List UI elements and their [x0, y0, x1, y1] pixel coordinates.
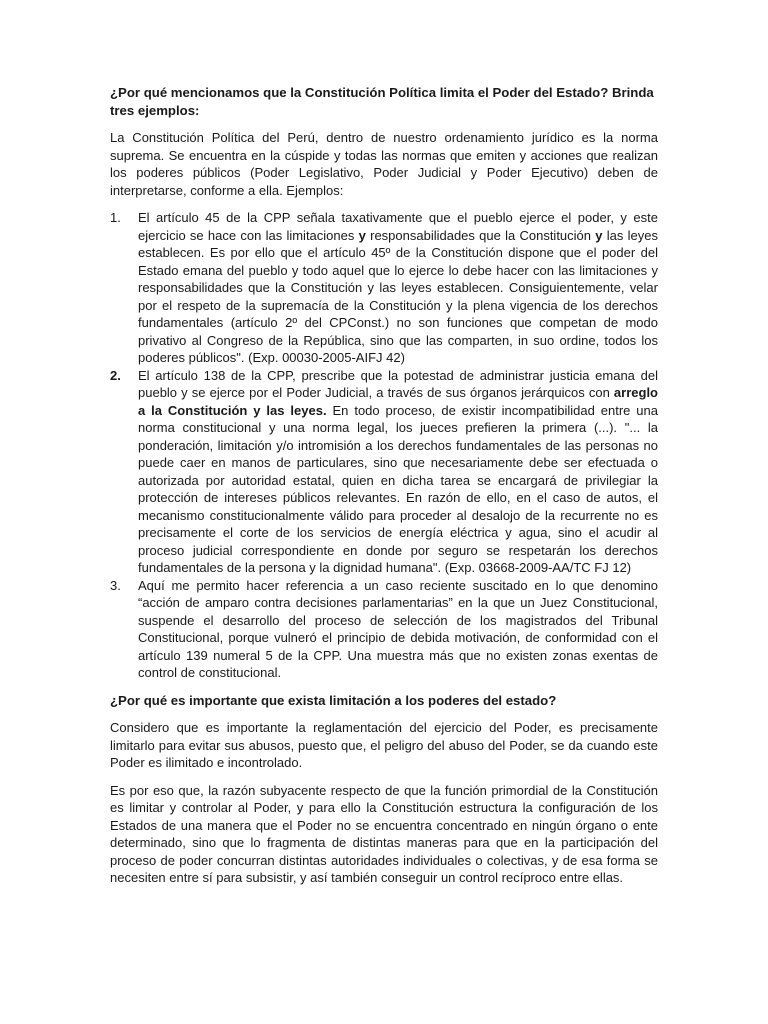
list-number: 3.: [110, 577, 121, 593]
intro-paragraph: La Constitución Política del Perú, dentro de nuestro ordenamiento jurídico es la norma suprema. Se encuentra en la cúspide y todas las normas que emiten y acciones que realizan los poderes públicos (Poder Legislativo, Poder Judicial y Poder Ejecutivo) deben de interpretarse, conforme a ella. Ejemplos:: [110, 130, 658, 198]
list-item: 2. El artículo 138 de la CPP, prescribe que la potestad de administrar justicia emana del pueblo y se ejerce por el Poder Judicial, a través de sus órganos jerárquicos con arreglo a la Constitución y las leyes. En todo proceso, de existir incompatibilidad entre una norma constitucional y una norma legal, los jueces prefieren la primera (...). "... la ponderación, limitación y/o intromisión a los derechos fundamentales de las personas no puede caer en manos de particulares, sino que necesariamente debe ser efectuada o autorizada por autoridad estatal, quien en dicha tarea se encargará de privilegiar la protección de intereses públicos relevantes. En razón de ello, en el caso de autos, el mecanismo constitucionalmente válido para proceder al desalojo de la recurrente no es precisamente el corte de los servicios de energía eléctrica y agua, sino el acudir al proceso judicial correspondiente en donde por seguro se respetarán los derechos fundamentales de la persona y la dignidad humana". (Exp. 03668-2009-AA/TC FJ 12): [110, 367, 658, 575]
document-page: [110, 84, 658, 897]
list-item: 1. El artículo 45 de la CPP señala taxativamente que el pueblo ejerce el poder, y este ejercicio se hace con las limitaciones y responsabilidades que la Constitución y las leyes establecen. Es por ello que el artículo 45º de la Constitución dispone que el poder del Estado emana del pueblo y todo aquel que lo ejerce lo debe hacer con las limitaciones y responsabilidades que la Constitución y las leyes establecen. Consiguientemente, velar por el respeto de la supremacía de la Constitución y la plena vigencia de los derechos fundamentales (artículo 2º del CPConst.) no son funciones que competan de modo privativo al Congreso de la República, sino que las comparten, in suo ordine, todos los poderes públicos". (Exp. 00030-2005-AIFJ 42): [110, 210, 658, 365]
list-number: 2.: [110, 367, 121, 383]
question-1: ¿Por qué mencionamos que la Constitución Política limita el Poder del Estado? Brinda tres ejemplos:: [110, 85, 654, 118]
list-number: 1.: [110, 210, 121, 225]
paragraph-function: Es por eso que, la razón subyacente respecto de que la función primordial de la Constitución es limitar y controlar al Poder, y para ello la Constitución estructura la configuración de los Estados de una manera que el Poder no se encuentra concentrado en ningún órgano o ente determinado, sino que lo fragmenta de distintas maneras para que en la participación del proceso de poder concurran distintas autoridades individuales o colectivas, y de esa forma se necesiten entre sí para subsistir, y así también conseguir un control recíproco entre ellas.: [110, 782, 658, 885]
paragraph-limitation: Considero que es importante la reglamentación del ejercicio del Poder, es precisamente limitarlo para evitar sus abusos, puesto que, el peligro del abuso del Poder, se da cuando este Poder es ilimitado e incontrolado.: [110, 720, 658, 770]
question-2: ¿Por qué es importante que exista limitación a los poderes del estado?: [110, 692, 557, 708]
examples-list: [110, 209, 658, 682]
list-item: 3. Aquí me permito hacer referencia a un caso reciente suscitado en lo que denomino “acción de amparo contra decisiones parlamentarias” en la que un Juez Constitucional, suspende el desarrollo del proceso de selección de los magistrados del Tribunal Constitucional, porque vulneró el principio de debida motivación, de conformidad con el artículo 139 numeral 5 de la CPP. Una muestra más que no existen zonas exentas de control de constitucional.: [110, 577, 658, 680]
